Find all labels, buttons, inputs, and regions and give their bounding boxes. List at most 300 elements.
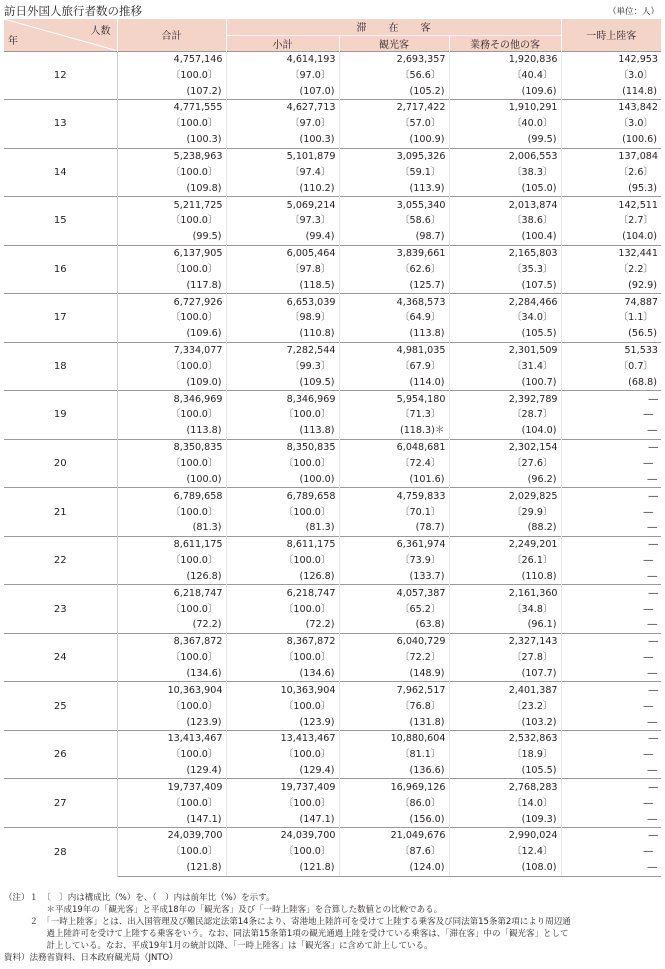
transit-cell: ― [561,585,661,601]
sightseeing-cell: 3,839,661 [339,245,449,261]
transit-cell: ― [561,682,661,698]
business-cell: (105.0) [449,180,561,196]
subtotal-cell: 〔100.0〕 [226,844,339,860]
total-cell: (126.8) [117,569,226,585]
sightseeing-cell: (113.9) [339,180,449,196]
total-cell: 24,039,700 [117,828,226,844]
business-cell: (109.6) [449,83,561,99]
transit-cell: 137,084 [561,148,661,164]
year-cell: 15 [4,197,117,246]
subtotal-cell: 〔100.0〕 [226,698,339,714]
unit-label: （単位：人） [607,7,659,17]
sightseeing-cell: (105.2) [339,83,449,99]
subtotal-cell: 〔100.0〕 [226,504,339,520]
table-row [4,100,661,116]
business-cell: 〔38.3〕 [449,164,561,180]
business-cell: 〔27.6〕 [449,456,561,472]
table-row [4,148,661,164]
subtotal-cell: 10,363,904 [226,682,339,698]
sightseeing-cell: 〔65.2〕 [339,601,449,617]
total-cell: 8,611,175 [117,536,226,552]
sightseeing-cell: 4,057,387 [339,585,449,601]
business-cell: (104.0) [449,423,561,439]
sightseeing-cell: 〔64.9〕 [339,310,449,326]
header-transit: 一時上陸客 [561,19,661,51]
subtotal-cell: 24,039,700 [226,828,339,844]
subtotal-cell: (123.9) [226,714,339,730]
subtotal-cell: 〔100.0〕 [226,553,339,569]
sightseeing-cell: (131.8) [339,714,449,730]
table-row [4,828,661,844]
sightseeing-cell: (101.6) [339,471,449,487]
total-cell: (123.9) [117,714,226,730]
business-cell: 2,249,201 [449,536,561,552]
sightseeing-cell: (133.7) [339,569,449,585]
total-cell: 〔100.0〕 [117,359,226,375]
transit-cell: ― [561,633,661,649]
transit-cell: 74,887 [561,294,661,310]
sightseeing-cell: (113.8) [339,326,449,342]
business-cell: 〔34.8〕 [449,601,561,617]
sightseeing-cell: (125.7) [339,277,449,293]
subtotal-cell: 13,413,467 [226,730,339,746]
subtotal-cell: 5,101,879 [226,148,339,164]
total-cell: (100.3) [117,132,226,148]
subtotal-cell: (109.5) [226,374,339,390]
source-line: 資料）法務省資料、日本政府観光局（JNTO） [4,953,178,963]
subtotal-cell: (121.8) [226,860,339,876]
header-year: 年 [8,35,18,47]
business-cell: 〔23.2〕 [449,698,561,714]
subtotal-cell: (110.2) [226,180,339,196]
sightseeing-cell: 2,693,357 [339,51,449,67]
transit-cell: 132,441 [561,245,661,261]
table-row [4,730,661,746]
sightseeing-cell: 〔58.6〕 [339,213,449,229]
total-cell: 6,218,747 [117,585,226,601]
total-cell: 8,346,969 [117,391,226,407]
subtotal-cell: 〔100.0〕 [226,407,339,423]
subtotal-cell: 8,611,175 [226,536,339,552]
transit-cell: 142,953 [561,51,661,67]
total-cell: 13,413,467 [117,730,226,746]
table-row [4,682,661,698]
business-cell: 〔27.8〕 [449,650,561,666]
business-cell: (99.5) [449,132,561,148]
transit-cell: 〔3.0〕 [561,67,661,83]
transit-cell: ― [561,553,661,569]
transit-cell: 〔2.2〕 [561,261,661,277]
total-cell: 6,727,926 [117,294,226,310]
subtotal-cell: 〔100.0〕 [226,747,339,763]
sightseeing-cell: 〔71.3〕 [339,407,449,423]
total-cell: 5,211,725 [117,197,226,213]
total-cell: (81.3) [117,520,226,536]
transit-cell: (68.8) [561,374,661,390]
business-cell: 〔12.4〕 [449,844,561,860]
business-cell: 〔31.4〕 [449,359,561,375]
business-cell: 2,029,825 [449,488,561,504]
sightseeing-cell: 〔57.0〕 [339,116,449,132]
table-row [4,197,661,213]
business-cell: 2,401,387 [449,682,561,698]
total-cell: 4,771,555 [117,100,226,116]
business-cell: 2,301,509 [449,342,561,358]
total-cell: (107.2) [117,83,226,99]
business-cell: 〔14.0〕 [449,795,561,811]
sightseeing-cell: 〔87.6〕 [339,844,449,860]
subtotal-cell: (110.8) [226,326,339,342]
sightseeing-cell: (114.0) [339,374,449,390]
table-row [4,633,661,649]
transit-cell: ― [561,763,661,779]
business-cell: 〔18.9〕 [449,747,561,763]
subtotal-cell: (99.4) [226,229,339,245]
total-cell: 10,363,904 [117,682,226,698]
sightseeing-cell: 5,954,180 [339,391,449,407]
business-cell: (103.2) [449,714,561,730]
note-line: （注）１ 〔 〕内は構成比（%）を、（ ）内は前年比（%）を示す。 [4,893,275,903]
subtotal-cell: 〔97.0〕 [226,116,339,132]
sightseeing-cell: 2,717,422 [339,100,449,116]
note-line: 計上している。なお、平成19年1月の統計以降、「一時上陸客」は「観光客」に含めて計上している。 [4,941,433,951]
year-cell: 20 [4,439,117,488]
business-cell: 2,990,024 [449,828,561,844]
sightseeing-cell: (148.9) [339,666,449,682]
sightseeing-cell: 10,880,604 [339,730,449,746]
business-cell: 〔35.3〕 [449,261,561,277]
transit-cell: ― [561,698,661,714]
business-cell: 2,392,789 [449,391,561,407]
sightseeing-cell: 〔73.9〕 [339,553,449,569]
sightseeing-cell: (63.8) [339,617,449,633]
subtotal-cell: 8,346,969 [226,391,339,407]
business-cell: (100.4) [449,229,561,245]
subtotal-cell: 6,005,464 [226,245,339,261]
business-cell: (105.5) [449,326,561,342]
sightseeing-cell: 〔72.2〕 [339,650,449,666]
total-cell: 〔100.0〕 [117,844,226,860]
table-row [4,585,661,601]
year-cell: 13 [4,100,117,149]
sightseeing-cell: 4,981,035 [339,342,449,358]
sightseeing-cell: (136.6) [339,763,449,779]
transit-cell: ― [561,795,661,811]
subtotal-cell: 7,282,544 [226,342,339,358]
business-cell: (96.1) [449,617,561,633]
business-cell: (96.2) [449,471,561,487]
business-cell: 2,165,803 [449,245,561,261]
page-title: 訪日外国人旅行者数の推移 [4,4,142,18]
table-row [4,245,661,261]
total-cell: (99.5) [117,229,226,245]
business-cell: 1,910,291 [449,100,561,116]
subtotal-cell: 6,218,747 [226,585,339,601]
subtotal-cell: (147.1) [226,811,339,827]
transit-cell: ― [561,779,661,795]
business-cell: 〔40.0〕 [449,116,561,132]
business-cell: 2,006,553 [449,148,561,164]
business-cell: (108.0) [449,860,561,876]
business-cell: (107.7) [449,666,561,682]
sightseeing-cell: 〔76.8〕 [339,698,449,714]
subtotal-cell: (113.8) [226,423,339,439]
transit-cell: ― [561,520,661,536]
transit-cell: (56.5) [561,326,661,342]
sightseeing-cell: 〔59.1〕 [339,164,449,180]
transit-cell: (95.3) [561,180,661,196]
table-row [4,488,661,504]
subtotal-cell: 〔100.0〕 [226,650,339,666]
subtotal-cell: (100.0) [226,471,339,487]
total-cell: 〔100.0〕 [117,698,226,714]
sightseeing-cell: 〔86.0〕 [339,795,449,811]
subtotal-cell: 6,789,658 [226,488,339,504]
total-cell: 〔100.0〕 [117,747,226,763]
subtotal-cell: 〔97.4〕 [226,164,339,180]
subtotal-cell: 4,614,193 [226,51,339,67]
total-cell: 5,238,963 [117,148,226,164]
subtotal-cell: 5,069,214 [226,197,339,213]
sightseeing-cell: (124.0) [339,860,449,876]
year-cell: 25 [4,682,117,731]
total-cell: 8,367,872 [117,633,226,649]
subtotal-cell: 19,737,409 [226,779,339,795]
table-row [4,51,661,67]
subtotal-cell: 〔99.3〕 [226,359,339,375]
total-cell: (109.8) [117,180,226,196]
subtotal-cell: 8,367,872 [226,633,339,649]
transit-cell: 142,511 [561,197,661,213]
business-cell: 2,327,143 [449,633,561,649]
business-cell: 〔38.6〕 [449,213,561,229]
transit-cell: ― [561,423,661,439]
transit-cell: (92.9) [561,277,661,293]
subtotal-cell: 〔97.8〕 [226,261,339,277]
total-cell: (129.4) [117,763,226,779]
total-cell: (109.6) [117,326,226,342]
total-cell: 4,757,146 [117,51,226,67]
subtotal-cell: 〔100.0〕 [226,795,339,811]
sightseeing-cell: 6,048,681 [339,439,449,455]
transit-cell: ― [561,601,661,617]
transit-cell: ― [561,714,661,730]
total-cell: 7,334,077 [117,342,226,358]
transit-cell: ― [561,666,661,682]
total-cell: 〔100.0〕 [117,213,226,229]
transit-cell: ― [561,391,661,407]
business-cell: (100.7) [449,374,561,390]
subtotal-cell: 〔97.0〕 [226,67,339,83]
table-row [4,536,661,552]
business-cell: 2,284,466 [449,294,561,310]
business-cell: 2,532,863 [449,730,561,746]
table-body [4,51,661,876]
sightseeing-cell: 3,055,340 [339,197,449,213]
sightseeing-cell: 6,361,974 [339,536,449,552]
transit-cell: ― [561,488,661,504]
business-cell: 2,768,283 [449,779,561,795]
business-cell: 〔29.9〕 [449,504,561,520]
header-total: 合計 [117,19,226,51]
year-cell: 18 [4,342,117,391]
transit-cell: (100.6) [561,132,661,148]
total-cell: 〔100.0〕 [117,553,226,569]
transit-cell: ― [561,650,661,666]
total-cell: 6,789,658 [117,488,226,504]
transit-cell: ― [561,536,661,552]
transit-cell: 〔2.6〕 [561,164,661,180]
total-cell: (72.2) [117,617,226,633]
transit-cell: ― [561,471,661,487]
business-cell: 2,161,360 [449,585,561,601]
business-cell: (88.2) [449,520,561,536]
sightseeing-cell: 21,049,676 [339,828,449,844]
sightseeing-cell: (156.0) [339,811,449,827]
subtotal-cell: (129.4) [226,763,339,779]
header-stay: 滞在客 [226,19,561,35]
sightseeing-cell: 〔72.4〕 [339,456,449,472]
table-row [4,294,661,310]
transit-cell: ― [561,504,661,520]
header-subtotal: 小計 [226,35,339,51]
transit-cell: 〔3.0〕 [561,116,661,132]
year-cell: 19 [4,391,117,440]
sightseeing-cell: 7,962,517 [339,682,449,698]
subtotal-cell: (72.2) [226,617,339,633]
subtotal-cell: (81.3) [226,520,339,536]
table-row [4,342,661,358]
year-cell: 27 [4,779,117,828]
header-people: 人数 [90,26,111,37]
total-cell: 〔100.0〕 [117,261,226,277]
total-cell: (147.1) [117,811,226,827]
subtotal-cell: 〔100.0〕 [226,601,339,617]
total-cell: 〔100.0〕 [117,504,226,520]
sightseeing-cell: 〔81.1〕 [339,747,449,763]
transit-cell: ― [561,456,661,472]
subtotal-cell: 〔100.0〕 [226,456,339,472]
subtotal-cell: (126.8) [226,569,339,585]
sightseeing-cell: (78.7) [339,520,449,536]
total-cell: 〔100.0〕 [117,164,226,180]
total-cell: 〔100.0〕 [117,650,226,666]
note-line: ＊平成19年の「観光客」と平成18年の「観光客」及び「一時上陸客」を合算した数値との比較である。 [4,905,443,915]
year-cell: 26 [4,730,117,779]
subtotal-cell: 8,350,835 [226,439,339,455]
sightseeing-cell: (98.7) [339,229,449,245]
transit-cell: 〔0.7〕 [561,359,661,375]
sightseeing-cell: 〔67.9〕 [339,359,449,375]
header-sightseeing: 観光客 [339,35,449,51]
sightseeing-cell: 〔56.6〕 [339,67,449,83]
business-cell: 2,013,874 [449,197,561,213]
business-cell: 〔40.4〕 [449,67,561,83]
sightseeing-cell: 3,095,326 [339,148,449,164]
total-cell: 6,137,905 [117,245,226,261]
year-cell: 17 [4,294,117,343]
business-cell: 〔34.0〕 [449,310,561,326]
notes [4,892,661,964]
transit-cell: ― [561,569,661,585]
transit-cell: 〔2.7〕 [561,213,661,229]
year-cell: 16 [4,245,117,294]
year-cell: 21 [4,488,117,537]
sightseeing-cell: (100.9) [339,132,449,148]
total-cell: (134.6) [117,666,226,682]
note-line: 過上陸許可を受けて上陸する乗客をいう。なお、同法第15条第1項の観光通過上陸を受けている乗客は、「滞在客」中の「観光客」として [4,929,569,939]
sightseeing-cell: 16,969,126 [339,779,449,795]
year-cell: 23 [4,585,117,634]
transit-cell: 51,533 [561,342,661,358]
header-corner [4,19,117,51]
note-line: ２ 「一時上陸客」とは、出入国管理及び難民認定法第14条により、寄港地上陸許可を受けて上陸する乗客及び同法第15条第2項により周辺通 [4,917,571,927]
business-cell: (109.3) [449,811,561,827]
business-cell: 2,302,154 [449,439,561,455]
total-cell: 〔100.0〕 [117,310,226,326]
header-business: 業務その他の客 [449,35,561,51]
transit-cell: ― [561,860,661,876]
subtotal-cell: (134.6) [226,666,339,682]
transit-cell: (104.0) [561,229,661,245]
transit-cell: ― [561,844,661,860]
year-cell: 28 [4,828,117,877]
table-row [4,439,661,455]
business-cell: (110.8) [449,569,561,585]
table-row [4,391,661,407]
total-cell: (100.0) [117,471,226,487]
sightseeing-cell: 〔62.6〕 [339,261,449,277]
total-cell: 〔100.0〕 [117,116,226,132]
year-cell: 24 [4,633,117,682]
transit-cell: ― [561,747,661,763]
transit-cell: ― [561,811,661,827]
visitors-table [4,19,661,877]
business-cell: (107.5) [449,277,561,293]
total-cell: (121.8) [117,860,226,876]
sightseeing-cell: 4,368,573 [339,294,449,310]
sightseeing-cell: 6,040,729 [339,633,449,649]
transit-cell: ― [561,617,661,633]
subtotal-cell: 6,653,039 [226,294,339,310]
total-cell: 8,350,835 [117,439,226,455]
year-cell: 14 [4,148,117,197]
total-cell: 〔100.0〕 [117,795,226,811]
total-cell: 〔100.0〕 [117,456,226,472]
business-cell: 〔26.1〕 [449,553,561,569]
subtotal-cell: (107.0) [226,83,339,99]
transit-cell: 143,842 [561,100,661,116]
transit-cell: ― [561,730,661,746]
transit-cell: ― [561,828,661,844]
subtotal-cell: 〔97.3〕 [226,213,339,229]
subtotal-cell: (100.3) [226,132,339,148]
transit-cell: 〔1.1〕 [561,310,661,326]
transit-cell: ― [561,439,661,455]
total-cell: 〔100.0〕 [117,67,226,83]
year-cell: 22 [4,536,117,585]
sightseeing-cell: 4,759,833 [339,488,449,504]
subtotal-cell: (118.5) [226,277,339,293]
subtotal-cell: 4,627,713 [226,100,339,116]
business-cell: 〔28.7〕 [449,407,561,423]
sightseeing-cell: (118.3)＊ [339,423,449,439]
year-cell: 12 [4,51,117,100]
total-cell: 〔100.0〕 [117,407,226,423]
business-cell: (105.5) [449,763,561,779]
table-row [4,779,661,795]
transit-cell: (114.8) [561,83,661,99]
